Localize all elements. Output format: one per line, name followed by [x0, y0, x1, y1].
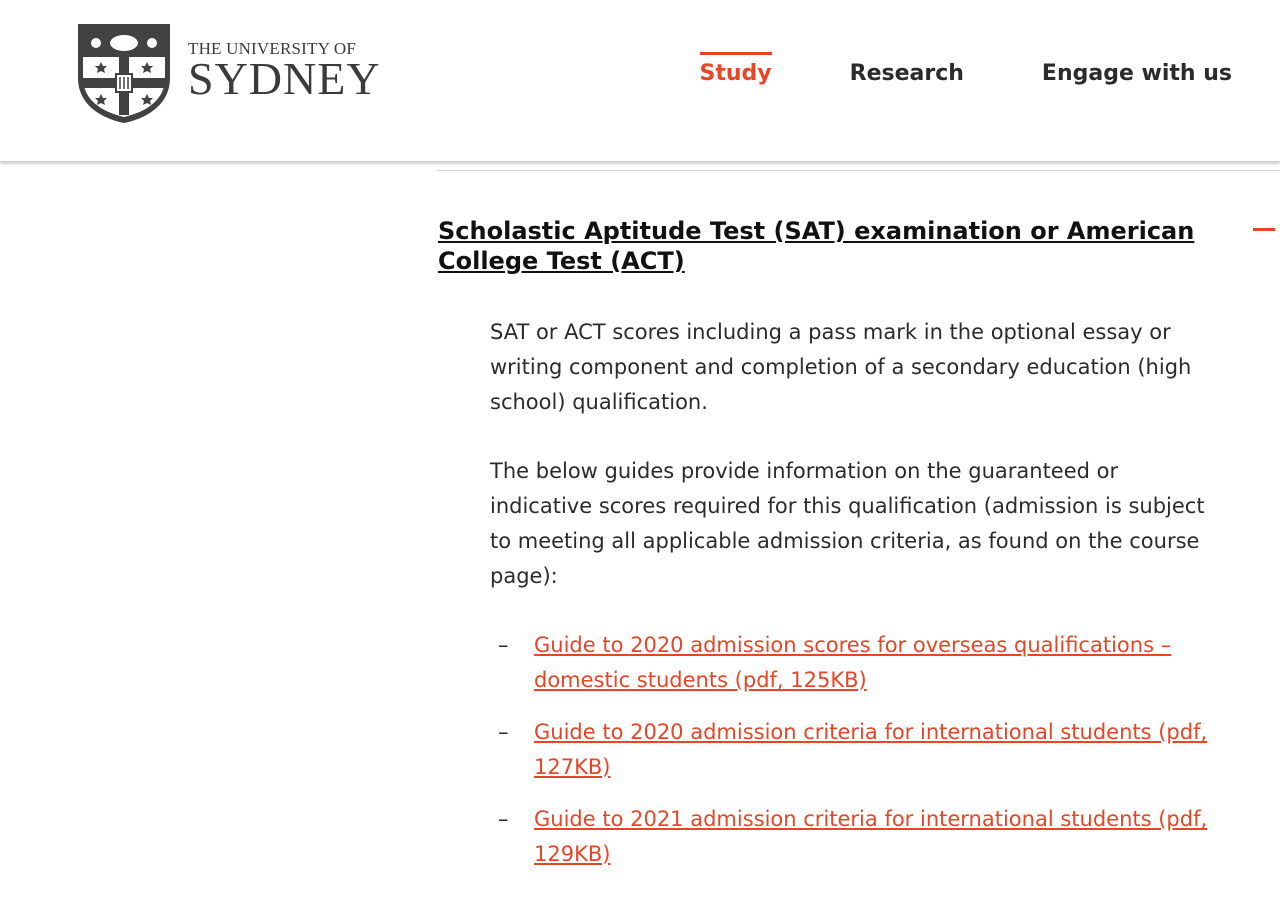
dash-bullet: –: [498, 807, 509, 831]
list-item: [490, 802, 1220, 872]
accordion-paragraph: SAT or ACT scores including a pass mark in the optional essay or writing component and completion of a secondary education (high school) qualification.: [490, 320, 1192, 414]
nav-study[interactable]: Study: [700, 52, 772, 87]
dash-bullet: –: [498, 633, 509, 657]
accordion-paragraph: The below guides provide information on the guaranteed or indicative scores required for this qualification (admission is subject to meeting all applicable admission criteria, as found on the course page):: [490, 459, 1205, 588]
site-header: [0, 0, 1280, 162]
guide-link-2021-international[interactable]: Guide to 2021 admission criteria for international students (pdf, 129KB): [534, 807, 1208, 866]
dash-bullet: –: [498, 720, 509, 744]
nav-engage[interactable]: Engage with us: [1041, 61, 1232, 86]
logo-wordmark: [188, 39, 381, 104]
guide-links-list: [490, 628, 1220, 889]
list-item: [490, 715, 1220, 785]
main-nav: [700, 52, 1232, 87]
logo-line-2: SYDNEY: [188, 53, 381, 104]
crest-icon: [76, 22, 172, 124]
guide-link-2020-domestic[interactable]: Guide to 2020 admission scores for overseas qualifications – domestic students (pdf, 125KB): [534, 633, 1172, 692]
university-logo[interactable]: [76, 22, 381, 126]
accordion-divider: [437, 170, 1280, 171]
collapse-icon[interactable]: [1253, 228, 1275, 231]
main-content: [0, 162, 1280, 913]
nav-research[interactable]: Research: [849, 61, 964, 86]
accordion-title[interactable]: Scholastic Aptitude Test (SAT) examination or American College Test (ACT): [438, 217, 1195, 275]
guide-link-2020-international[interactable]: Guide to 2020 admission criteria for international students (pdf, 127KB): [534, 720, 1208, 779]
logo-line-1: THE UNIVERSITY OF: [188, 39, 357, 58]
list-item: [490, 628, 1220, 698]
